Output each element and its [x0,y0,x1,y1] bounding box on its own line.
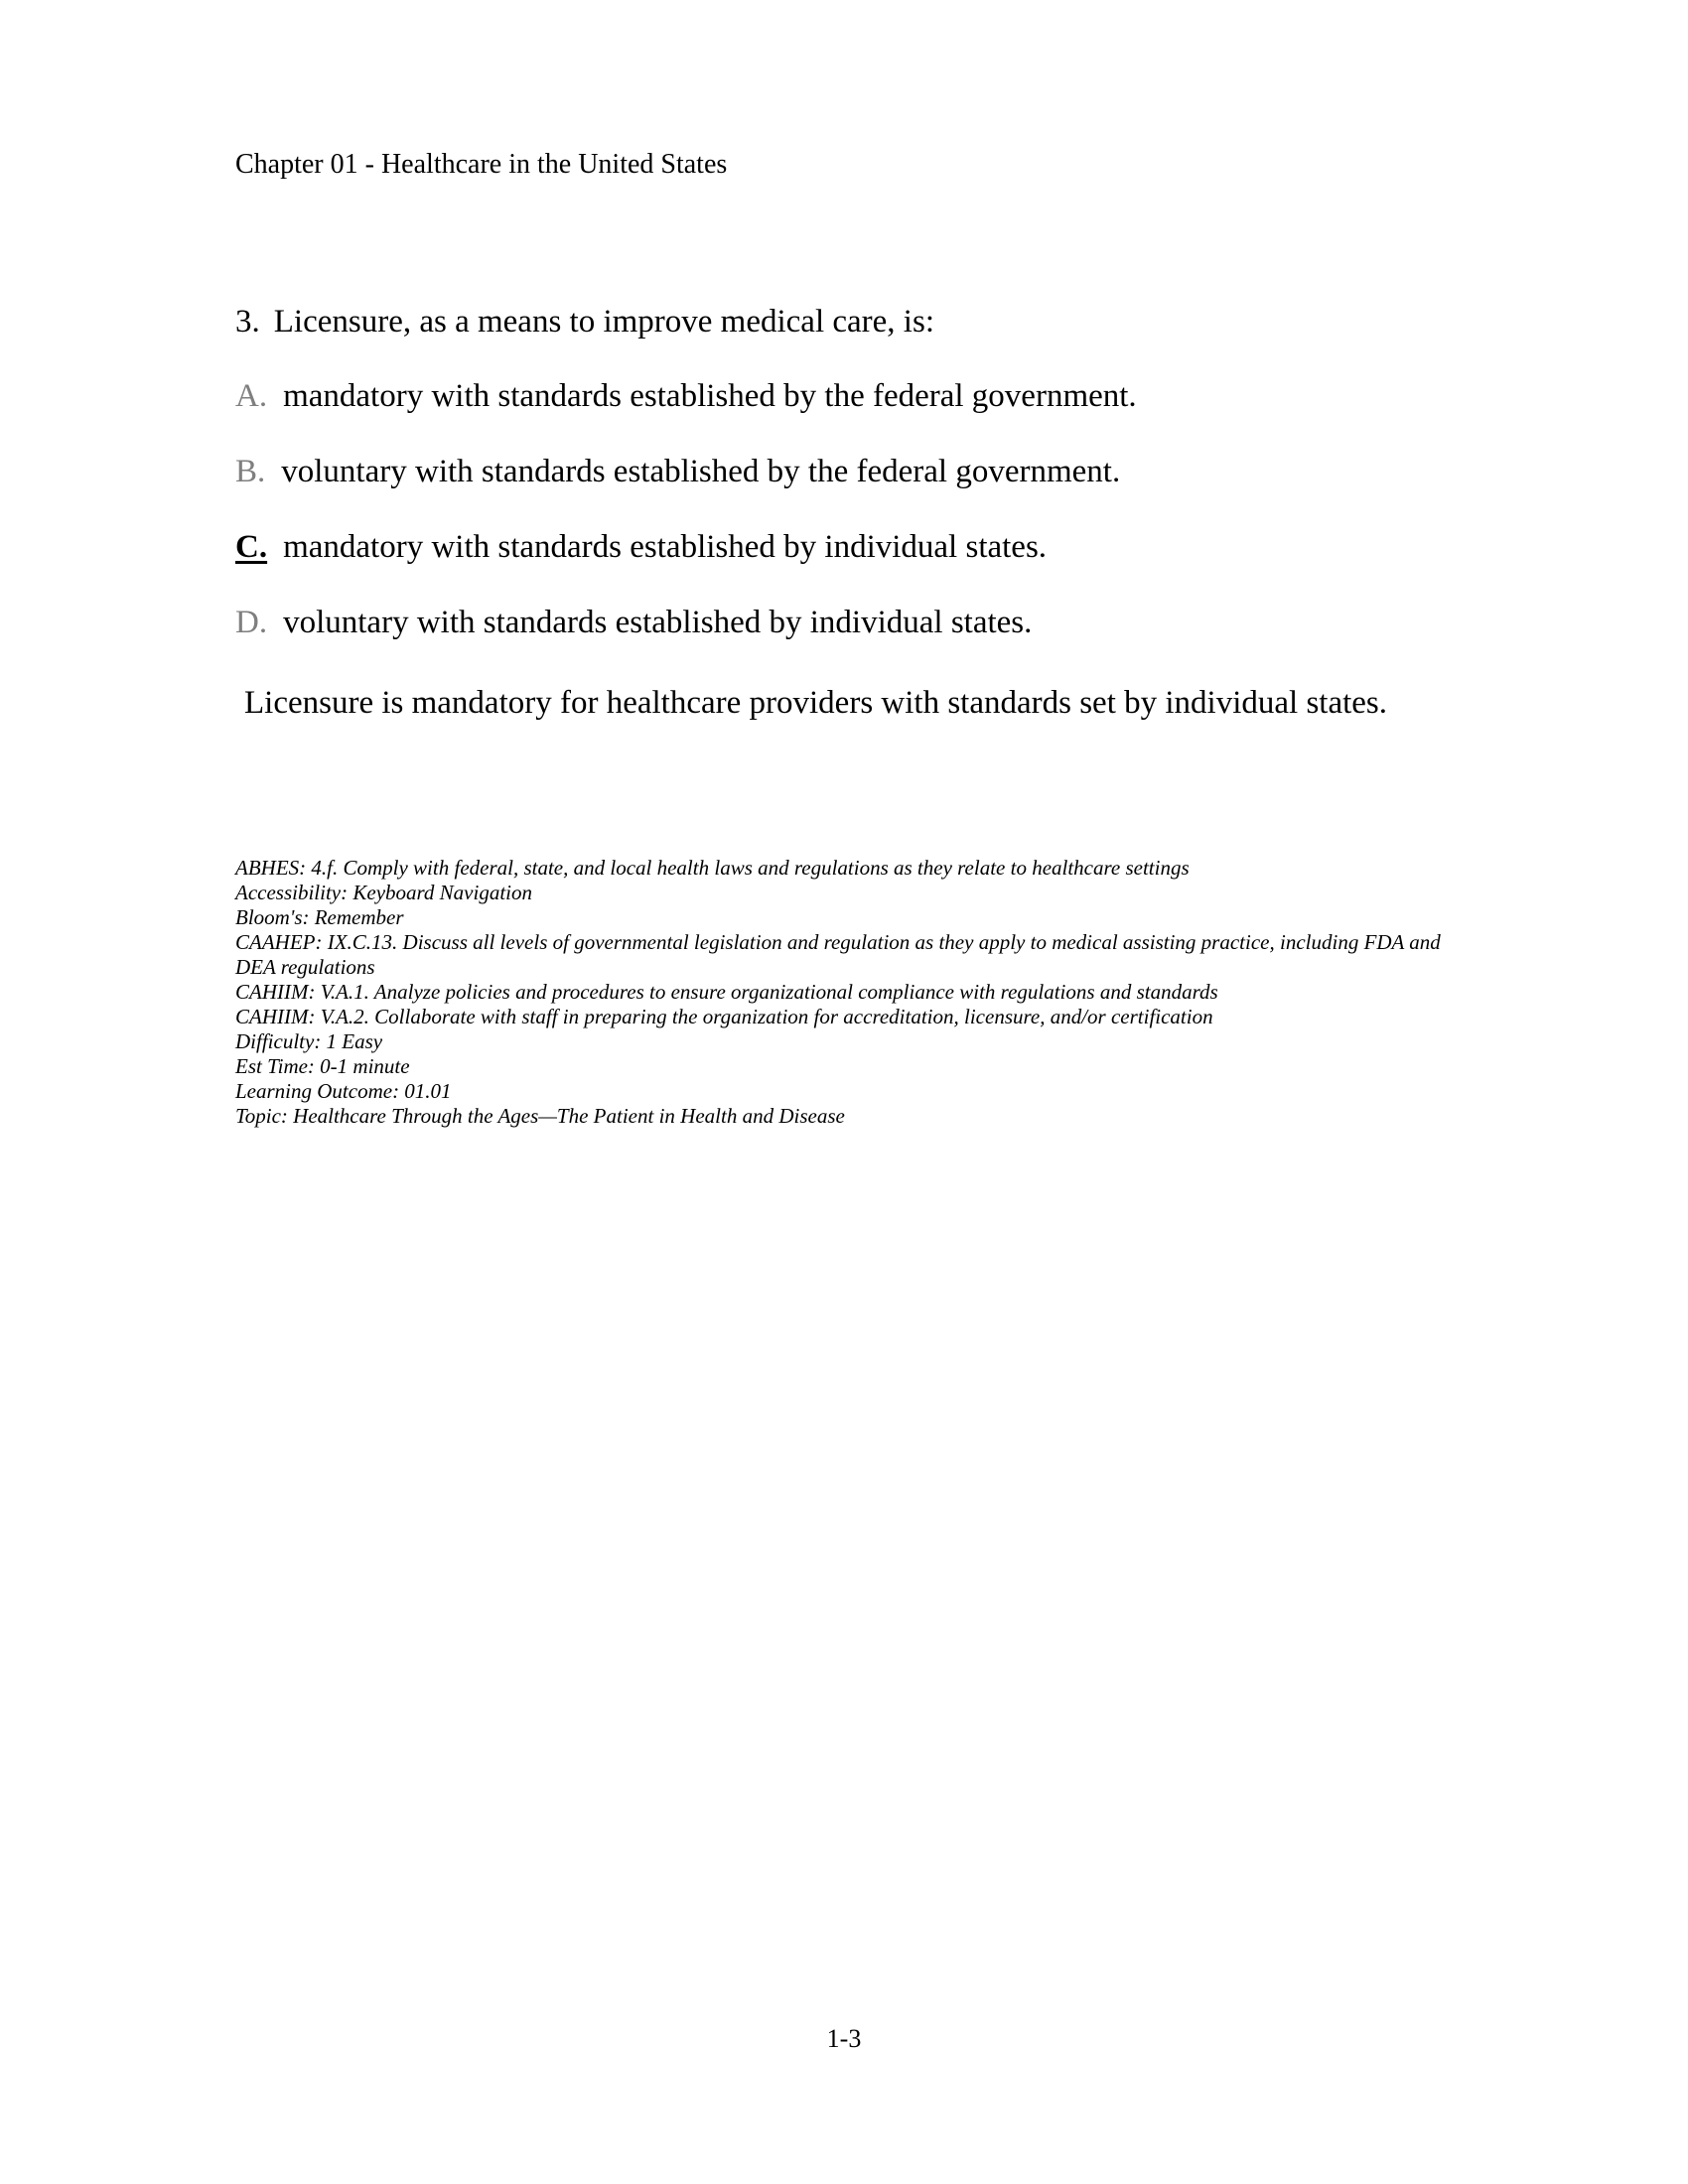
choice-letter: B. [235,454,266,489]
question-prompt [235,301,934,342]
choice-text: voluntary with standards established by the federal government. [281,454,1121,489]
answer-explanation: Licensure is mandatory for healthcare providers with standards set by individual states. [244,685,1388,721]
choice-text: mandatory with standards established by the federal government. [283,378,1137,414]
choice-c-correct [235,526,1047,568]
choice-d [235,602,1032,643]
choice-text: mandatory with standards established by individual states. [283,529,1048,565]
metadata-accessibility: Accessibility: Keyboard Navigation [235,881,532,904]
metadata-est-time: Est Time: 0-1 minute [235,1054,410,1078]
metadata-cahiim-2: CAHIIM: V.A.2. Collaborate with staff in preparing the organization for accreditation, licensure, and/or certification [235,1005,1213,1028]
choice-letter: A. [235,378,268,414]
metadata-difficulty: Difficulty: 1 Easy [235,1029,383,1053]
metadata-cahiim-1: CAHIIM: V.A.1. Analyze policies and procedures to ensure organizational compliance with regulations and standards [235,980,1218,1004]
metadata-blooms: Bloom's: Remember [235,905,404,929]
choice-a [235,375,1137,417]
metadata-topic: Topic: Healthcare Through the Ages—The Patient in Health and Disease [235,1104,845,1128]
metadata-caahep: CAAHEP: IX.C.13. Discuss all levels of governmental legislation and regulation as they apply to medical assisting practice, including FDA and DEA regulations [235,930,1441,979]
question-number: 3. [235,304,260,340]
question-metadata [235,856,1477,1129]
choice-b [235,451,1120,492]
metadata-learning-outcome: Learning Outcome: 01.01 [235,1079,452,1103]
chapter-header: Chapter 01 - Healthcare in the United States [235,149,728,180]
page-number: 1-3 [826,2024,862,2053]
choice-letter: C. [235,529,268,565]
choice-letter: D. [235,605,268,640]
question-text: Licensure, as a means to improve medical care, is: [273,304,934,340]
metadata-abhes: ABHES: 4.f. Comply with federal, state, and local health laws and regulations as they relate to healthcare settings [235,856,1190,880]
choice-text: voluntary with standards established by individual states. [283,605,1033,640]
